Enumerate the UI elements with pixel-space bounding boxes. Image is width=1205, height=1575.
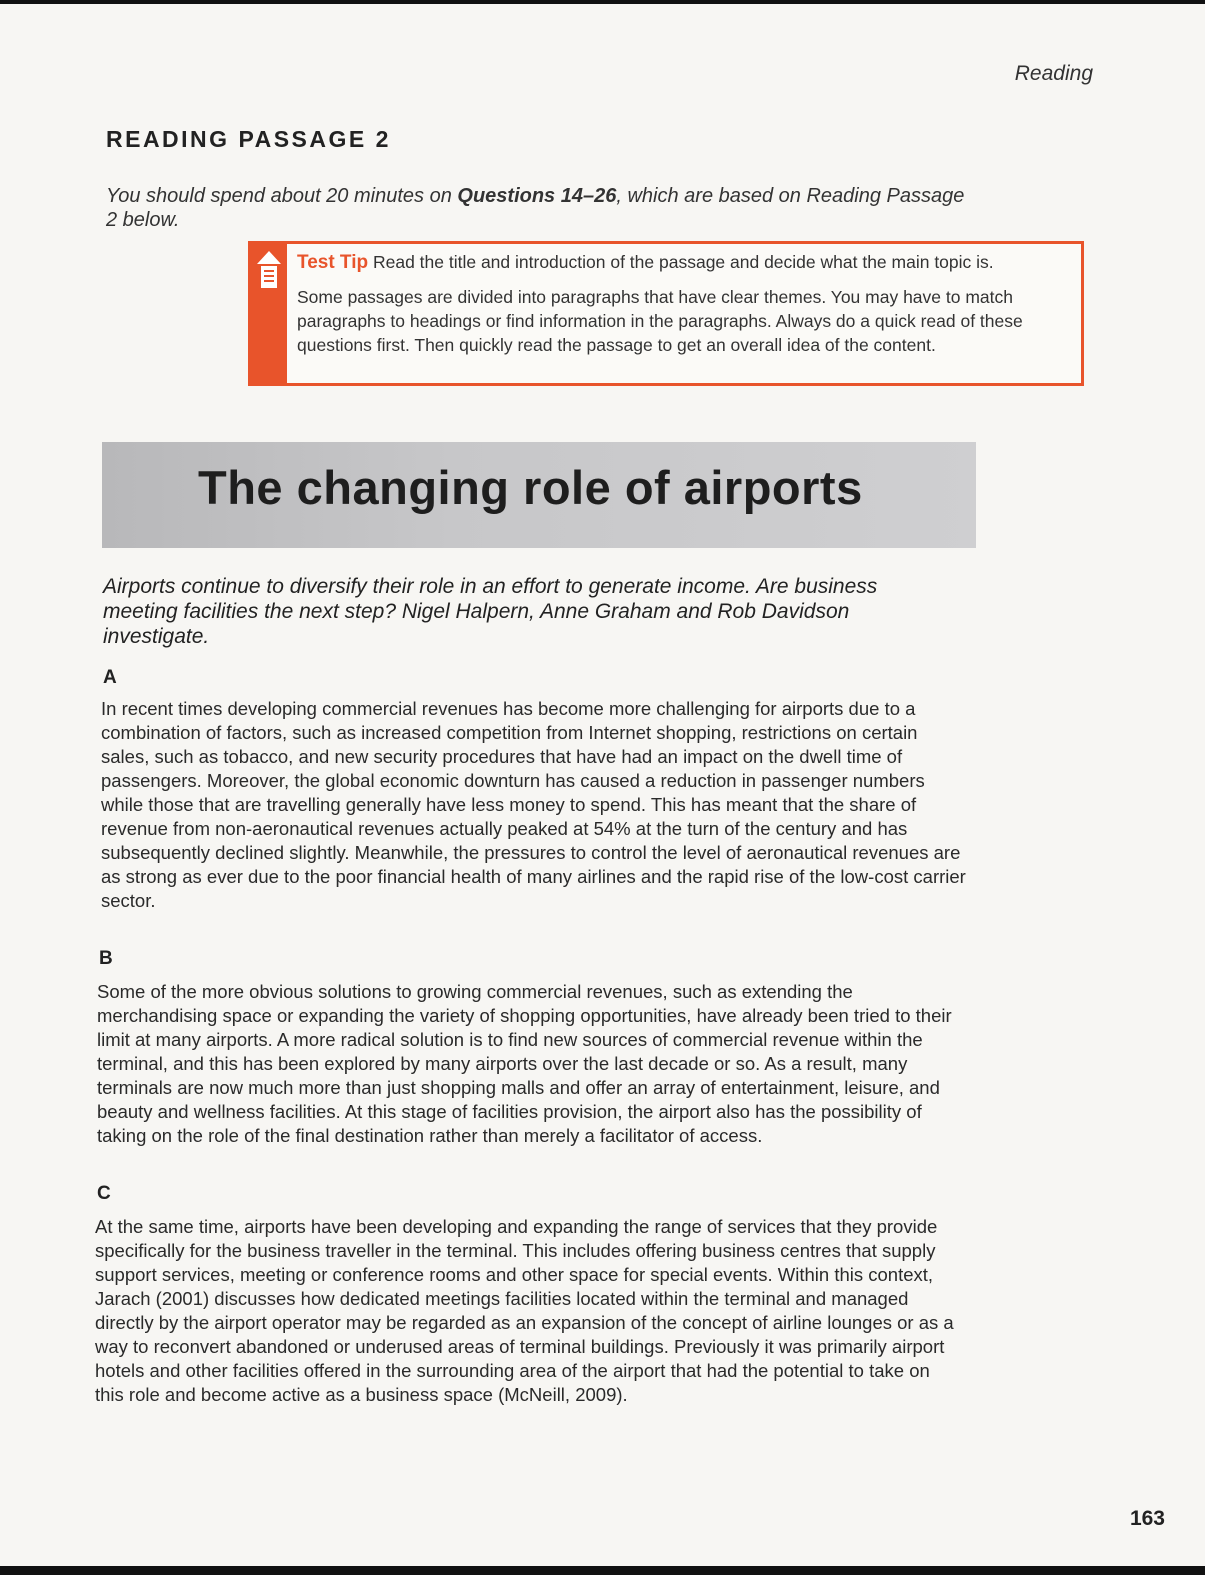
test-tip-box bbox=[248, 241, 1084, 386]
article-title-banner bbox=[102, 442, 976, 548]
instructions-questions: Questions 14–26 bbox=[457, 185, 617, 207]
page-top-edge bbox=[0, 0, 1205, 4]
section-header-label: Reading bbox=[1014, 62, 1093, 85]
paragraph-b-text: Some of the more obvious solutions to growing commercial revenues, such as extending the merchandising space or expanding the variety of shopping opportunities, have already been tried to their limit at many airports. A more radical solution is to find new sources of commercial revenue within the terminal, and this has been explored by many airports over the last decade or so. As a result, many terminals are now much more than just shopping malls and offer an array of entertainment, leisure, and beauty and wellness facilities. At this stage of facilities provision, the airport also has the possibility of taking on the role of the final destination rather than merely a facilitator of access. bbox=[97, 981, 952, 1146]
page-number: 163 bbox=[1129, 1507, 1165, 1530]
instructions-text-before: You should spend about 20 minutes on bbox=[106, 185, 458, 207]
article-title: The changing role of airports bbox=[198, 461, 863, 514]
test-tip-content bbox=[297, 250, 1075, 357]
paragraph-letter-c: C bbox=[97, 1183, 111, 1204]
test-tip-bar bbox=[251, 244, 287, 383]
paragraph-a-text: In recent times developing commercial revenues has become more challenging for airports due to a combination of factors, such as increased competition from Internet shopping, restrictions on certain sales, such as tobacco, and new security procedures that have had an impact on the dwell time of passengers. Moreover, the global economic downturn has caused a reduction in passenger numbers while those that are travelling generally have less money to spend. This has meant that the share of revenue from non-aeronautical revenues actually peaked at 54% at the turn of the century and has subsequently declined slightly. Meanwhile, the pressures to control the level of aeronautical revenues are as strong as ever due to the poor financial health of many airlines and the rapid rise of the low-cost carrier sector. bbox=[101, 698, 966, 911]
page-bottom-edge bbox=[0, 1566, 1205, 1575]
test-tip-label: Test Tip bbox=[297, 252, 369, 273]
arrow-up-icon bbox=[256, 250, 282, 290]
paragraph-c-text: At the same time, airports have been developing and expanding the range of services that they provide specifically for the business traveller in the terminal. This includes offering business centres that supply support services, meeting or conference rooms and other space for special events. Within this context, Jarach (2001) discusses how dedicated meetings facilities located within the terminal and managed directly by the airport operator may be regarded as an expansion of the concept of airline lounges or as a way to reconvert abandoned or underused areas of terminal buildings. Previously it was primarily airport hotels and other facilities offered in the surrounding area of the airport that had the potential to take on this role and become active as a business space (McNeill, 2009). bbox=[95, 1216, 954, 1405]
section-title: READING PASSAGE 2 bbox=[106, 126, 391, 152]
test-tip-line1: Read the title and introduction of the passage and decide what the main topic is. bbox=[372, 252, 994, 272]
article-intro: Airports continue to diversify their role in an effort to generate income. Are business meeting facilities the next step? Nigel Halpern, Anne Graham and Rob Davidson investigate. bbox=[103, 575, 878, 648]
test-tip-body: Some passages are divided into paragraphs that have clear themes. You may have to match paragraphs to headings or find information in the paragraphs. Always do a quick read of these questions first. Then quickly read the passage to get an overall idea of the content. bbox=[297, 287, 1023, 355]
paragraph-letter-a: A bbox=[103, 667, 117, 688]
instructions bbox=[106, 184, 966, 232]
paragraph-letter-b: B bbox=[99, 948, 113, 969]
instructions-text-after: , which are based on Reading Passage 2 below. bbox=[106, 185, 965, 231]
